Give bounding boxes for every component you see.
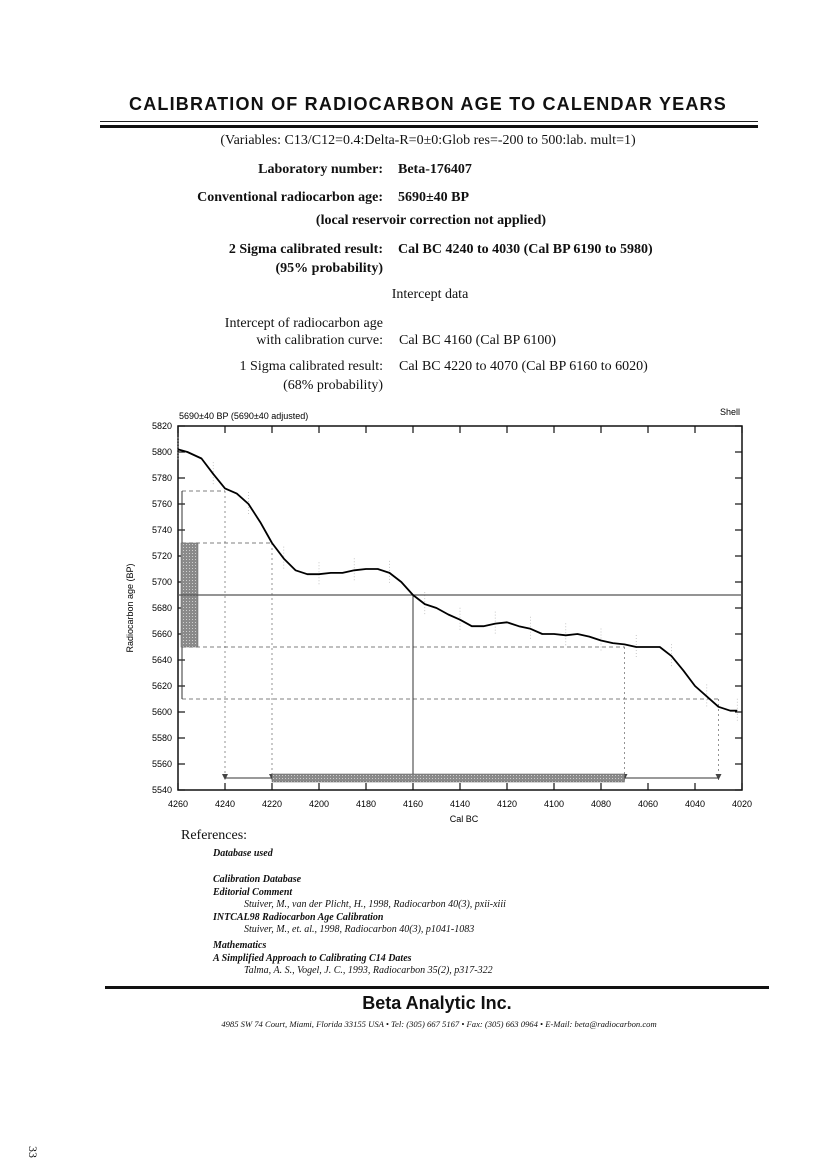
y-tick-label: 5620 <box>151 681 172 691</box>
page-title: CALIBRATION OF RADIOCARBON AGE TO CALENDAR YEARS <box>129 94 727 114</box>
lab-number-label: Laboratory number: <box>258 162 383 177</box>
y-tick-label: 5740 <box>151 525 172 535</box>
x-tick-label: 4020 <box>731 799 753 809</box>
ref-mathematics: Mathematics <box>213 940 267 951</box>
company-address: 4985 SW 74 Court, Miami, Florida 33155 USA • Tel: (305) 667 5167 • Fax: (305) 663 0964 • E-Mail: beta@radiocarbon.com <box>221 1019 657 1029</box>
footer-rule <box>105 986 769 989</box>
conventional-age-value: 5690±40 BP <box>398 190 470 205</box>
company-name: Beta Analytic Inc. <box>362 993 512 1013</box>
one-sigma-value: Cal BC 4220 to 4070 (Cal BP 6160 to 6020) <box>399 359 648 374</box>
x-tick-label: 4080 <box>590 799 612 809</box>
x-tick-label: 4140 <box>449 799 471 809</box>
y-axis-label: Radiocarbon age (BP) <box>125 563 135 653</box>
ref-intcal-citation: Stuiver, M., et. al., 1998, Radiocarbon 40(3), p1041-1083 <box>244 924 475 935</box>
y-tick-label: 5660 <box>151 629 172 639</box>
conventional-age-label: Conventional radiocarbon age: <box>197 190 383 205</box>
two-sigma-label: 2 Sigma calibrated result: <box>228 242 383 257</box>
y-tick-label: 5800 <box>151 447 172 457</box>
x-tick-label: 4120 <box>496 799 518 809</box>
y-tick-label: 5640 <box>151 655 172 665</box>
y-tick-label: 5760 <box>151 499 172 509</box>
x-tick-label: 4260 <box>167 799 189 809</box>
intercept-label-line1: Intercept of radiocarbon age <box>224 316 383 331</box>
ref-editorial-comment: Editorial Comment <box>213 887 293 898</box>
reservoir-note: (local reservoir correction not applied) <box>315 213 547 228</box>
y-tick-label: 5680 <box>151 603 172 613</box>
intercept-label-line2: with calibration curve: <box>256 333 383 348</box>
intercept-value: Cal BC 4160 (Cal BP 6100) <box>399 333 556 348</box>
calibration-curve <box>178 449 737 710</box>
intercept-heading: Intercept data <box>391 287 469 302</box>
y-tick-label: 5560 <box>151 759 172 769</box>
one-sigma-probability: (68% probability) <box>283 378 383 393</box>
calibration-chart <box>0 400 826 830</box>
chart-top-right-label: Shell <box>719 407 740 417</box>
one-sigma-label: 1 Sigma calibrated result: <box>239 359 383 374</box>
ref-simplified-approach: A Simplified Approach to Calibrating C14 Dates <box>213 953 412 964</box>
ref-approach-citation: Talma, A. S., Vogel, J. C., 1993, Radiocarbon 35(2), p317-322 <box>244 965 493 976</box>
y-tick-label: 5540 <box>151 785 172 795</box>
x-tick-label: 4220 <box>261 799 283 809</box>
chart-layer <box>152 421 752 809</box>
two-sigma-value: Cal BC 4240 to 4030 (Cal BP 6190 to 5980) <box>398 242 653 257</box>
page-number-mark: 33 <box>26 1146 40 1158</box>
ref-calibration-database: Calibration Database <box>213 874 302 885</box>
references-heading: References: <box>181 828 248 843</box>
y-tick-label: 5700 <box>151 577 172 587</box>
x-tick-label: 4240 <box>214 799 236 809</box>
range-arrow <box>222 774 228 780</box>
x-tick-label: 4180 <box>355 799 377 809</box>
variables-line: (Variables: C13/C12=0.4:Delta-R=0±0:Glob res=-200 to 500:lab. mult=1) <box>220 133 636 148</box>
y-tick-label: 5720 <box>151 551 172 561</box>
x-tick-label: 4160 <box>402 799 424 809</box>
x-tick-label: 4060 <box>637 799 659 809</box>
one-sigma-range-bar <box>272 774 625 782</box>
two-sigma-probability: (95% probability) <box>275 261 383 276</box>
y-tick-label: 5580 <box>151 733 172 743</box>
ref-editorial-citation: Stuiver, M., van der Plicht, H., 1998, Radiocarbon 40(3), pxii-xiii <box>244 899 506 910</box>
y-tick-label: 5600 <box>151 707 172 717</box>
x-tick-label: 4040 <box>684 799 706 809</box>
x-tick-label: 4200 <box>308 799 330 809</box>
x-tick-label: 4100 <box>543 799 565 809</box>
y-tick-label: 5780 <box>151 473 172 483</box>
title-rule-thin <box>100 121 758 122</box>
lab-number-value: Beta-176407 <box>398 162 472 177</box>
chart-top-left-label: 5690±40 BP (5690±40 adjusted) <box>179 411 309 421</box>
ref-intcal: INTCAL98 Radiocarbon Age Calibration <box>213 912 384 923</box>
y-tick-label: 5820 <box>151 421 172 431</box>
range-arrow <box>716 774 722 780</box>
ref-database-used: Database used <box>213 848 273 859</box>
title-rule-thick <box>100 125 758 128</box>
x-axis-label: Cal BC <box>449 814 479 824</box>
